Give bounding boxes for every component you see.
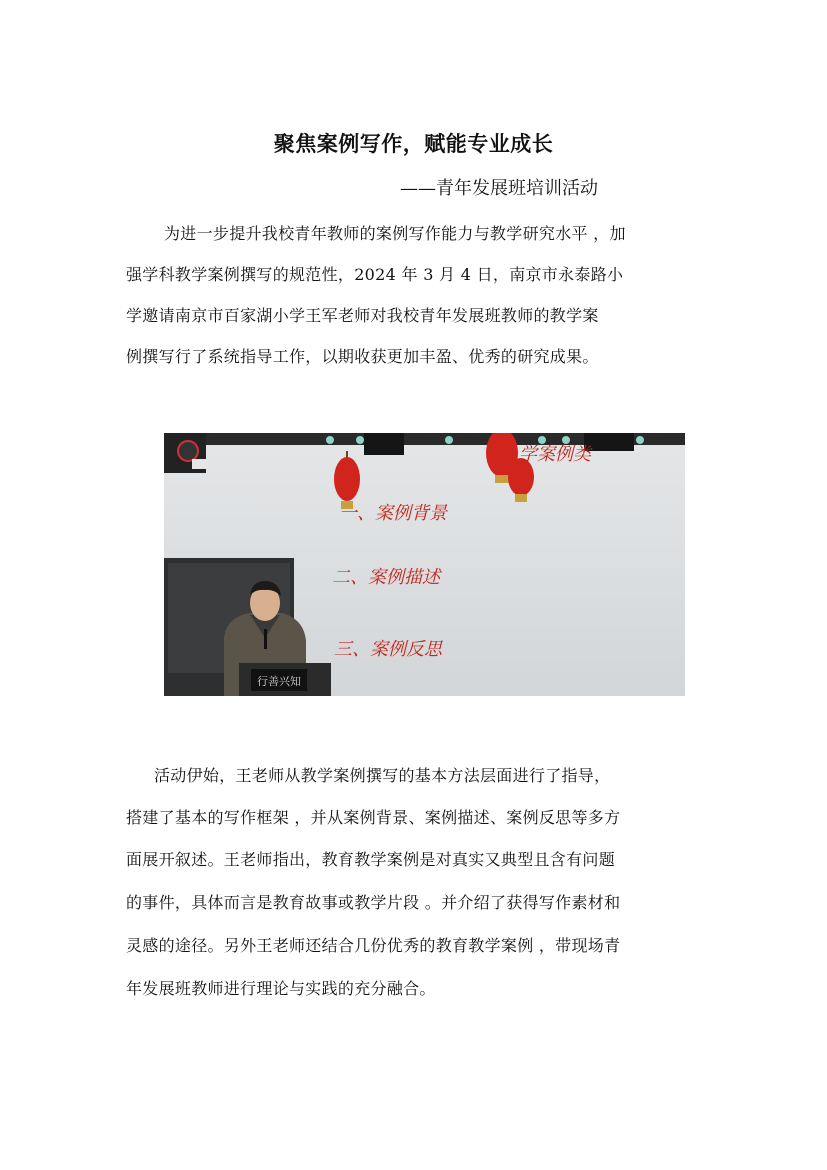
slide-header-text: 学案例类 [519, 444, 591, 465]
text-line: 搭建了基本的写作框架 ，并从案例背景、案例描述、案例反思等多方 [126, 808, 621, 827]
slide-line: 三、案例反思 [334, 639, 442, 660]
text-line: 强学科教学案例撰写的规范性，2024 年 3 月 4 日，南京市永泰路小 [126, 265, 624, 284]
page-subtitle: ——青年发展班培训活动 [400, 178, 598, 199]
text-line: 活动伊始，王老师从教学案例撰写的基本方法层面进行了指导， [154, 766, 611, 785]
text-line: 年发展班教师进行理论与实践的充分融合。 [126, 979, 436, 998]
lecture-photo [164, 433, 685, 696]
text-line: 的事件，具体而言是教育故事或教学片段 。并介绍了获得写作素材和 [126, 893, 621, 912]
text-line: 例撰写行了系统指导工作，以期收获更加丰盈、优秀的研究成果。 [126, 347, 599, 366]
text-line: 为进一步提升我校青年教师的案例写作能力与教学研究水平 ，加 [164, 224, 626, 243]
text-line: 学邀请南京市百家湖小学王军老师对我校青年发展班教师的教学案 [126, 306, 599, 325]
text-line: 面展开叙述。王老师指出，教育教学案例是对真实又典型且含有问题 [126, 850, 616, 869]
podium [239, 663, 331, 696]
page-title: 聚焦案例写作，赋能专业成长 [273, 132, 554, 156]
text-line: 灵感的途径。另外王老师还结合几份优秀的教育教学案例 ，带现场青 [126, 936, 621, 955]
slide-line: 二、案例描述 [332, 567, 440, 588]
podium-sign: 行善兴知 [257, 675, 301, 688]
slide-line: 一、案例背景 [339, 503, 447, 524]
